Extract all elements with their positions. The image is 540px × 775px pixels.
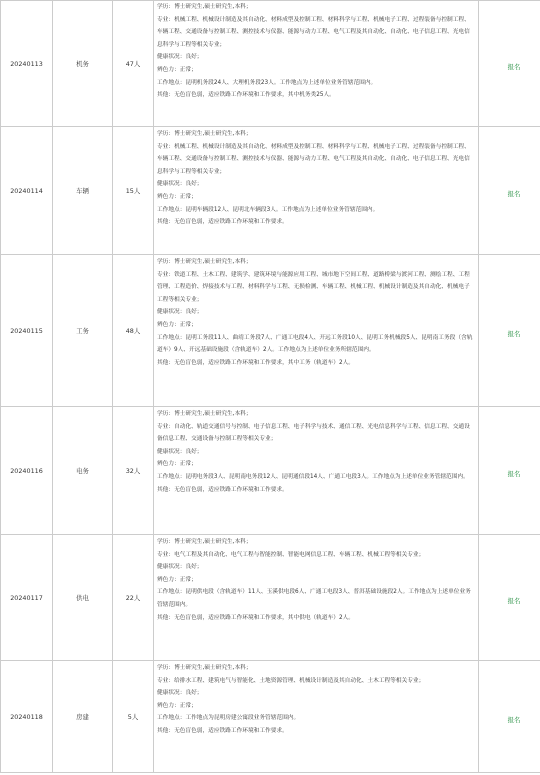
table-row	[1, 1, 540, 127]
recruit-count: 22人	[113, 535, 154, 661]
requirement-line	[157, 536, 475, 549]
requirement-line	[157, 662, 475, 675]
requirement-line	[157, 675, 475, 688]
requirement-label: 其他：	[157, 727, 175, 734]
apply-cell	[479, 407, 540, 535]
requirement-line	[157, 332, 475, 357]
requirements-cell	[154, 535, 479, 661]
requirement-value: 铁道工程、土木工程、建筑学、建筑环境与能源应用工程、城市地下空间工程、道路桥梁与渡河工程、测绘工程、工程管理、工程造价、焊接技术与工程、材料科学与工程、无损检测、车辆工程、机械工程、机械设计制造及其自动化、机械电子工程等相关专业；	[157, 271, 470, 303]
requirement-label: 工作地点：	[157, 473, 186, 480]
department-name: 工务	[53, 255, 113, 407]
requirement-line	[157, 269, 475, 307]
requirement-label: 专业：	[157, 677, 175, 684]
requirement-label: 其他：	[157, 614, 175, 621]
requirement-label: 辨色力：	[157, 66, 180, 73]
requirement-value: 良好；	[185, 564, 203, 571]
recruit-count: 48人	[113, 255, 154, 407]
requirement-value: 无色盲色弱，适应铁路工作环境和工作要求，其中工务（轨道车）2人。	[174, 359, 354, 366]
position-code: 20240113	[1, 1, 53, 127]
requirement-label: 其他：	[157, 359, 175, 366]
department-name: 电务	[53, 407, 113, 535]
requirement-value: 良好；	[185, 448, 203, 455]
position-code: 20240116	[1, 407, 53, 535]
requirement-value: 昆明供电段（含轨道车）11人、玉溪供电段6人、广通工电段3人、普洱基础设施段2人。工作地点为上述单位业务管辖范围内。	[157, 589, 471, 608]
recruit-count: 15人	[113, 127, 154, 255]
requirement-label: 专业：	[157, 271, 175, 278]
requirement-label: 学历：	[157, 411, 175, 417]
requirement-value: 昆明工务段11人、曲靖工务段7人、广通工电段4人、开远工务段10人、昆明工务机械段5人、昆明南工务段（含轨道车）9人、开远基础设施段（含轨道车）2人。工作地点为上述单位业务所辖范围内。	[157, 334, 473, 354]
apply-link[interactable]: 报名	[507, 190, 521, 198]
department-name: 房建	[53, 661, 113, 773]
requirement-line	[157, 687, 475, 700]
requirement-label: 工作地点：	[157, 334, 186, 341]
department-name: 供电	[53, 535, 113, 661]
requirement-value: 电气工程及其自动化、电气工程与智能控制、智能电网信息工程、车辆工程、机械工程等相关专业；	[174, 551, 425, 558]
requirement-label: 辨色力：	[157, 576, 180, 583]
requirement-line	[157, 1, 475, 14]
requirement-line	[157, 216, 475, 229]
requirements-cell	[154, 1, 479, 127]
requirement-line	[157, 712, 475, 725]
apply-link[interactable]: 报名	[507, 470, 521, 478]
requirement-line	[157, 549, 475, 562]
apply-cell	[479, 1, 540, 127]
requirement-line	[157, 421, 475, 446]
requirement-line	[157, 178, 475, 191]
requirement-label: 其他：	[157, 92, 175, 99]
requirement-label: 专业：	[157, 143, 175, 150]
requirement-line	[157, 51, 475, 64]
requirement-label: 健康状况：	[157, 690, 186, 697]
requirement-value: 博士研究生,硕士研究生,本科；	[174, 131, 252, 137]
requirement-line	[157, 204, 475, 217]
requirement-line	[157, 357, 475, 370]
table-row	[1, 407, 540, 535]
requirement-value: 自动化、轨道交通信号与控制、电子信息工程、电子科学与技术、通信工程、光电信息科学与工程、信息工程、交通设备信息工程、交通设备与控制工程等相关专业；	[157, 423, 470, 443]
requirement-value: 无色盲色弱，适应铁路工作环境和工作要求，其中机务类25人。	[174, 92, 335, 99]
requirement-label: 其他：	[157, 486, 175, 493]
table-row	[1, 661, 540, 773]
requirement-value: 正常；	[179, 576, 197, 583]
requirement-line	[157, 89, 475, 102]
requirement-value: 博士研究生,硕士研究生,本科；	[174, 411, 252, 417]
requirement-label: 专业：	[157, 551, 175, 558]
requirement-line	[157, 612, 475, 625]
requirement-value: 无色盲色弱，适应铁路工作环境和工作要求。	[174, 727, 288, 734]
requirement-line	[157, 471, 475, 484]
requirement-label: 辨色力：	[157, 702, 180, 709]
requirement-label: 学历：	[157, 259, 175, 265]
requirement-line	[157, 128, 475, 141]
requirement-value: 博士研究生,硕士研究生,本科；	[174, 665, 252, 671]
requirement-label: 学历：	[157, 131, 175, 137]
position-code: 20240114	[1, 127, 53, 255]
requirement-line	[157, 725, 475, 738]
requirement-line	[157, 141, 475, 179]
requirement-label: 学历：	[157, 539, 175, 545]
requirement-line	[157, 306, 475, 319]
requirement-line	[157, 77, 475, 90]
requirement-value: 博士研究生,硕士研究生,本科；	[174, 4, 252, 10]
requirement-label: 健康状况：	[157, 181, 186, 188]
requirement-value: 博士研究生,硕士研究生,本科；	[174, 259, 252, 265]
apply-link[interactable]: 报名	[507, 597, 521, 605]
requirement-value: 工作地点为昆明房建公寓段业务管辖范围内。	[185, 715, 300, 722]
requirement-label: 辨色力：	[157, 461, 180, 468]
job-positions-body	[1, 1, 540, 773]
requirement-value: 正常；	[179, 461, 197, 468]
requirement-label: 健康状况：	[157, 448, 186, 455]
requirement-line	[157, 408, 475, 421]
requirement-value: 无色盲色弱，适应铁路工作环境和工作要求。	[174, 219, 288, 226]
department-name: 机务	[53, 1, 113, 127]
apply-cell	[479, 255, 540, 407]
requirement-label: 辨色力：	[157, 321, 180, 328]
requirement-value: 昆明机务段24人、大理机务段23人。工作地点为上述单位业务管辖范围内。	[185, 79, 377, 86]
requirement-value: 良好；	[185, 690, 203, 697]
requirement-value: 良好；	[185, 309, 203, 316]
apply-cell	[479, 535, 540, 661]
requirement-label: 健康状况：	[157, 54, 186, 61]
apply-link[interactable]: 报名	[507, 63, 521, 71]
requirement-label: 其他：	[157, 219, 175, 226]
requirement-label: 健康状况：	[157, 309, 186, 316]
position-code: 20240117	[1, 535, 53, 661]
requirement-label: 学历：	[157, 665, 175, 671]
apply-link[interactable]: 报名	[507, 716, 521, 724]
requirement-label: 工作地点：	[157, 589, 186, 596]
requirement-line	[157, 561, 475, 574]
apply-cell	[479, 127, 540, 255]
requirement-label: 工作地点：	[157, 715, 186, 722]
requirement-value: 机械工程、机械设计制造及其自动化、材料成型及控制工程、材料科学与工程、机械电子工程、过程装备与控制工程、车辆工程、交通设备与控制工程、测控技术与仪器、能源与动力工程、电气工程及其自动化、自动化、电子信息工程、光电信息科学与工程等相关专业；	[157, 16, 470, 48]
requirement-value: 正常；	[179, 702, 197, 709]
requirement-value: 正常；	[179, 66, 197, 73]
requirement-value: 正常；	[179, 193, 197, 200]
requirement-line	[157, 446, 475, 459]
apply-cell	[479, 661, 540, 773]
requirement-label: 专业：	[157, 16, 175, 23]
table-row	[1, 255, 540, 407]
requirement-line	[157, 256, 475, 269]
requirement-value: 昆明车辆段12人、昆明北车辆段3人。工作地点为上述单位业务管辖范围内。	[185, 206, 379, 213]
requirement-label: 专业：	[157, 423, 175, 430]
department-name: 车辆	[53, 127, 113, 255]
recruit-count: 5人	[113, 661, 154, 773]
recruit-count: 47人	[113, 1, 154, 127]
requirement-label: 辨色力：	[157, 193, 180, 200]
requirement-label: 健康状况：	[157, 564, 186, 571]
requirement-value: 无色盲色弱，适应铁路工作环境和工作要求，其中供电（轨道车）2人。	[174, 614, 354, 621]
requirement-line	[157, 700, 475, 713]
requirement-line	[157, 458, 475, 471]
requirement-value: 机械工程、机械设计制造及其自动化、材料成型及控制工程、材料科学与工程、机械电子工程、过程装备与控制工程、车辆工程、交通设备与控制工程、测控技术与仪器、能源与动力工程、电气工程及其自动化、自动化、电子信息工程、光电信息科学与工程等相关专业；	[157, 143, 470, 175]
requirement-value: 博士研究生,硕士研究生,本科；	[174, 539, 252, 545]
requirement-line	[157, 191, 475, 204]
requirements-cell	[154, 255, 479, 407]
requirements-cell	[154, 127, 479, 255]
requirement-value: 正常；	[179, 321, 197, 328]
requirement-value: 良好；	[185, 181, 203, 188]
apply-link[interactable]: 报名	[507, 330, 521, 338]
requirement-line	[157, 319, 475, 332]
requirement-value: 给排水工程、建筑电气与智能化、土地资源管理、机械设计制造及其自动化、土木工程等相关专业；	[174, 677, 425, 684]
requirement-value: 良好；	[185, 54, 203, 61]
recruit-count: 32人	[113, 407, 154, 535]
requirement-line	[157, 14, 475, 52]
requirement-line	[157, 574, 475, 587]
requirements-cell	[154, 407, 479, 535]
position-code: 20240115	[1, 255, 53, 407]
table-row	[1, 127, 540, 255]
requirements-cell	[154, 661, 479, 773]
requirement-value: 无色盲色弱，适应铁路工作环境和工作要求。	[174, 486, 288, 493]
requirement-label: 学历：	[157, 4, 175, 10]
table-row	[1, 535, 540, 661]
requirement-label: 工作地点：	[157, 79, 186, 86]
requirement-label: 工作地点：	[157, 206, 186, 213]
requirement-line	[157, 484, 475, 497]
requirement-line	[157, 64, 475, 77]
requirement-value: 昆明电务段3人、昆明南电务段12人、昆明通信段14人、广通工电段3人。工作地点为上述单位业务管辖范围内。	[185, 473, 469, 480]
requirement-line	[157, 586, 475, 611]
position-code: 20240118	[1, 661, 53, 773]
